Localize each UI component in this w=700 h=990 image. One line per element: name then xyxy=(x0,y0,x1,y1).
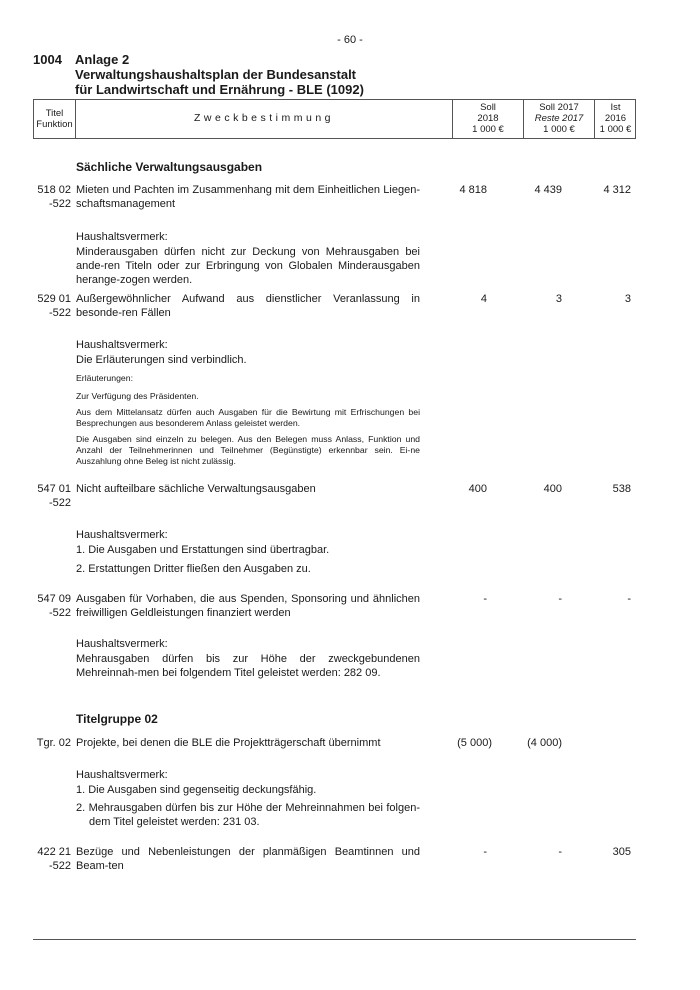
chapter-number: 1004 xyxy=(33,52,62,67)
code-line-2: -522 xyxy=(48,307,71,319)
entry-desc-547-09: Ausgaben für Vorhaben, die aus Spenden, Sponsoring und ähnlichen freiwilligen Geldleistungen finanziert werden xyxy=(76,593,420,619)
header-soll-2018-l3: 1 000 € xyxy=(472,124,504,135)
header-ist-2016-l2: 2016 xyxy=(604,113,627,124)
value-ist-2016: 538 xyxy=(612,483,631,495)
header-ist-2016-l1: Ist xyxy=(610,102,621,113)
header-titel: Titel xyxy=(45,108,64,119)
vermerk-list-item: 2. Erstattungen Dritter fließen den Ausgaben zu. xyxy=(76,563,311,575)
value-ist-2016: 3 xyxy=(624,293,631,305)
title-line-2: Verwaltungshaushaltsplan der Bundesanstalt xyxy=(75,67,357,82)
header-soll-2017-l1: Soll 2017 xyxy=(539,102,579,113)
value-soll-2018: - xyxy=(483,846,487,858)
value-soll-2018: (5 000) xyxy=(457,737,492,749)
vermerk-list-item: 1. Die Ausgaben sind gegenseitig deckungsfähig. xyxy=(76,784,317,796)
entry-code-547-01 xyxy=(33,482,71,510)
entry-desc-518-02: Mieten und Pachten im Zusammenhang mit dem Einheitlichen Liegen-schaftsmanagement xyxy=(76,184,420,210)
haushaltsvermerk-label: Haushaltsvermerk: xyxy=(76,769,168,781)
value-soll-2018: - xyxy=(483,593,487,605)
erlaeuterung-1: Zur Verfügung des Präsidenten. xyxy=(76,391,199,401)
value-soll-2017: 3 xyxy=(555,293,562,305)
code-line-1: 518 02 xyxy=(37,184,71,196)
header-zweckbestimmung xyxy=(76,100,453,138)
code-line-2: -522 xyxy=(48,198,71,210)
value-ist-2016: 305 xyxy=(612,846,631,858)
code-line-1: 547 01 xyxy=(37,483,71,495)
vermerk-list-item-text: 2. Mehrausgaben dürfen bis zur Höhe der Mehreinnahmen bei folgen-dem Titel geleistet werden: 231 03. xyxy=(76,802,420,828)
footer-divider xyxy=(33,939,636,940)
value-soll-2017: 4 439 xyxy=(534,184,562,196)
value-soll-2017: - xyxy=(558,593,562,605)
header-ist-2016 xyxy=(595,100,636,138)
entry-desc-529-01: Außergewöhnlicher Aufwand aus dienstlicher Veranlassung in besonde-ren Fällen xyxy=(76,293,420,319)
entry-code-547-09 xyxy=(33,592,71,620)
value-soll-2017: (4 000) xyxy=(527,737,562,749)
header-soll-2017-l3: 1 000 € xyxy=(543,124,575,135)
value-ist-2016: 4 312 xyxy=(603,184,631,196)
value-ist-2016: - xyxy=(627,593,631,605)
haushaltsvermerk-text: Die Erläuterungen sind verbindlich. xyxy=(76,354,247,366)
table-header xyxy=(33,99,636,139)
entry-desc-tgr-02: Projekte, bei denen die BLE die Projektträgerschaft übernimmt xyxy=(76,737,381,749)
haushaltsvermerk-text: Minderausgaben dürfen nicht zur Deckung von Mehrausgaben bei ande-ren Titeln oder zur Erbringung von Globalen Minderausgaben herange-zogen werden. xyxy=(76,246,420,286)
value-soll-2018: 4 xyxy=(480,293,487,305)
section-heading-saechliche: Sächliche Verwaltungsausgaben xyxy=(76,160,263,174)
code-line-2: -522 xyxy=(48,860,71,872)
value-soll-2018: 4 818 xyxy=(459,184,487,196)
header-soll-2018 xyxy=(453,100,524,138)
header-funktion: Funktion xyxy=(36,119,73,130)
entry-desc-547-01: Nicht aufteilbare sächliche Verwaltungsausgaben xyxy=(76,483,316,495)
code-line-1: 529 01 xyxy=(37,293,71,305)
haushaltsvermerk-label: Haushaltsvermerk: xyxy=(76,339,168,351)
entry-code-529-01 xyxy=(33,292,71,320)
entry-code-tgr-02: Tgr. 02 xyxy=(36,737,71,749)
haushaltsvermerk-label: Haushaltsvermerk: xyxy=(76,231,168,243)
code-line-2: -522 xyxy=(48,607,71,619)
header-soll-2018-l1: Soll xyxy=(480,102,496,113)
haushaltsvermerk-label: Haushaltsvermerk: xyxy=(76,638,168,650)
header-zweck-text: Zweckbestimmung xyxy=(193,112,335,124)
header-soll-2017 xyxy=(524,100,595,138)
section-heading-titelgruppe: Titelgruppe 02 xyxy=(76,712,158,726)
title-line-3: für Landwirtschaft und Ernährung - BLE (1092) xyxy=(75,82,364,97)
vermerk-list-item xyxy=(76,801,420,829)
header-soll-2017-l2: Reste 2017 xyxy=(534,113,584,124)
erlaeuterungen-label: Erläuterungen: xyxy=(76,373,133,383)
header-ist-2016-l3: 1 000 € xyxy=(599,124,632,135)
code-line-2: -522 xyxy=(48,497,71,509)
erlaeuterung-2: Aus dem Mittelansatz dürfen auch Ausgaben für die Bewirtung mit Erfrischungen bei Besprechungen aus besonderem Anlass geleistet werden. xyxy=(76,407,420,428)
value-soll-2017: 400 xyxy=(543,483,562,495)
value-soll-2018: 400 xyxy=(468,483,487,495)
header-titel-funktion xyxy=(34,100,76,138)
vermerk-list-item: 1. Die Ausgaben und Erstattungen sind übertragbar. xyxy=(76,544,330,556)
page-title xyxy=(75,52,364,97)
page-number: - 60 - xyxy=(337,34,363,46)
value-soll-2017: - xyxy=(558,846,562,858)
header-soll-2018-l2: 2018 xyxy=(477,113,499,124)
entry-code-422-21 xyxy=(33,845,71,873)
entry-desc-422-21: Bezüge und Nebenleistungen der planmäßigen Beamtinnen und Beam-ten xyxy=(76,846,420,872)
haushaltsvermerk-text: Mehrausgaben dürfen bis zur Höhe der zweckgebundenen Mehreinnah-men bei folgendem Titel geleistet werden: 282 09. xyxy=(76,653,420,679)
code-line-1: 422 21 xyxy=(37,846,71,858)
entry-code-518-02 xyxy=(33,183,71,211)
code-line-1: 547 09 xyxy=(37,593,71,605)
title-line-1: Anlage 2 xyxy=(75,52,130,67)
haushaltsvermerk-label: Haushaltsvermerk: xyxy=(76,529,168,541)
erlaeuterung-3: Die Ausgaben sind einzeln zu belegen. Aus den Belegen muss Anlass, Funktion und Anzahl der Teilnehmerinnen und Teilnehmer (Begünstigte) erkennbar sein. Ei-ne Auszahlung ohne Beleg ist nicht zulässig. xyxy=(76,434,420,466)
